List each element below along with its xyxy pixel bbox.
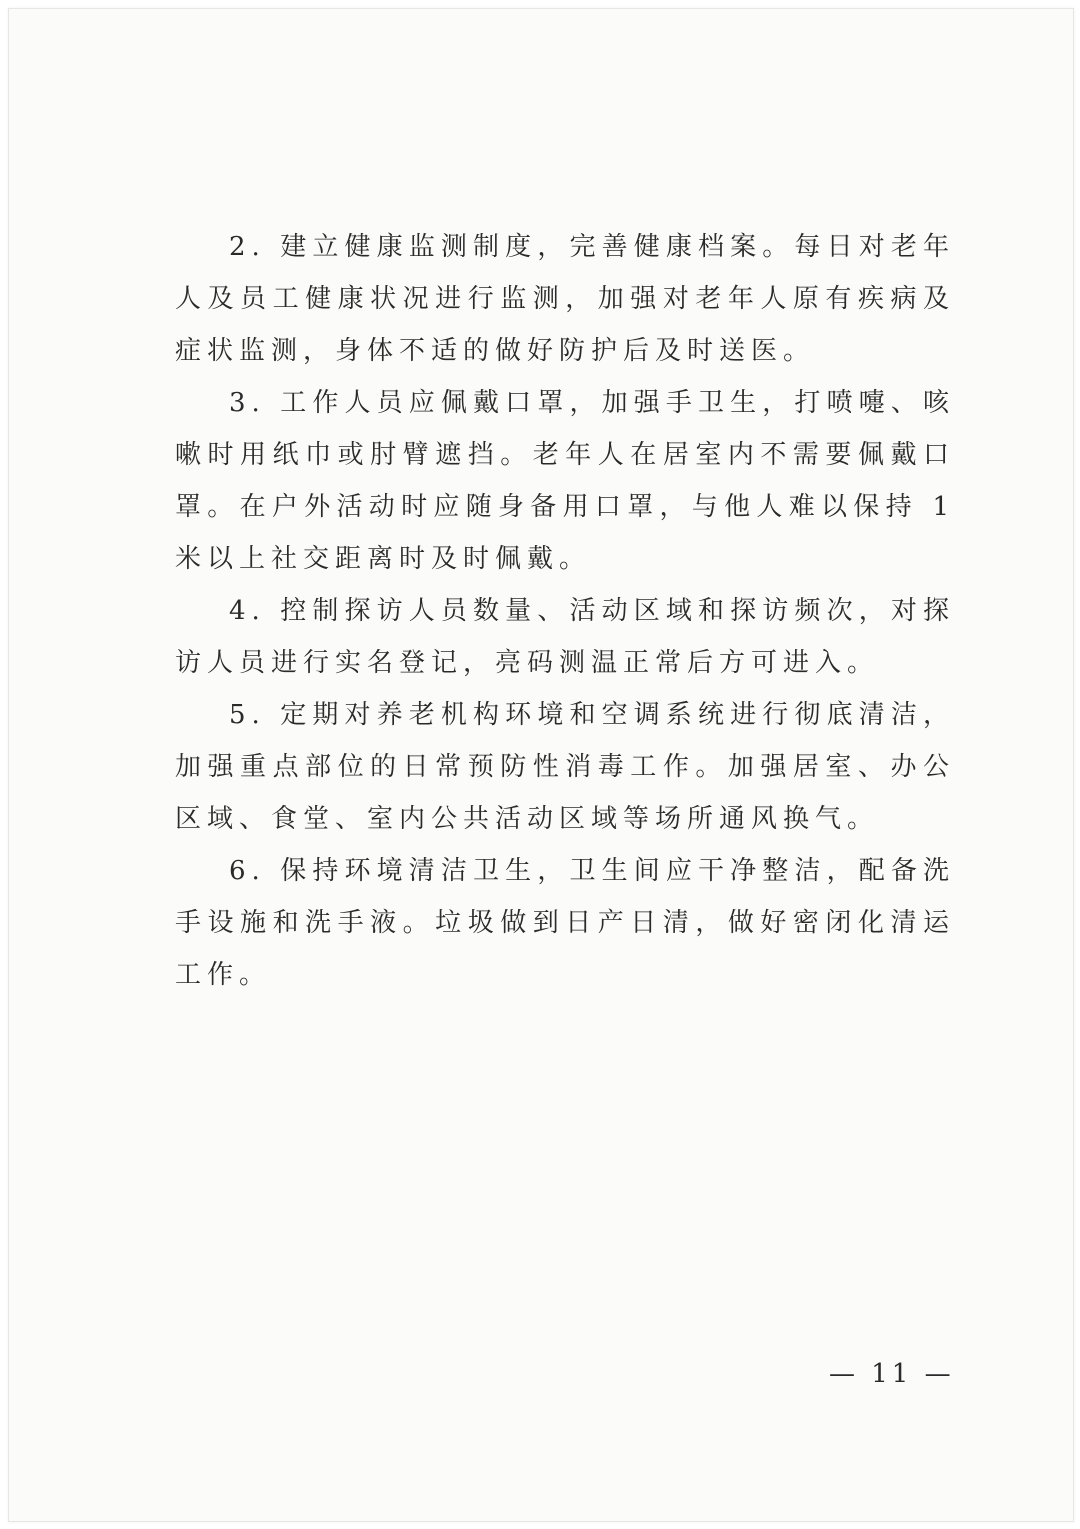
scanned-page (8, 8, 1074, 1522)
paragraph-6: 6. 保持环境清洁卫生，卫生间应干净整洁，配备洗手设施和洗手液。垃圾做到日产日清，做好密闭化清运工作。 (175, 856, 955, 990)
paragraph-5: 5. 定期对养老机构环境和空调系统进行彻底清洁，加强重点部位的日常预防性消毒工作。加强居室、办公区域、食堂、室内公共活动区域等场所通风换气。 (175, 700, 955, 834)
page-number: — 11 — (829, 1359, 955, 1389)
document-body (175, 221, 955, 1001)
paragraph-3: 3. 工作人员应佩戴口罩，加强手卫生，打喷嚏、咳嗽时用纸巾或肘臂遮挡。老年人在居室内不需要佩戴口罩。在户外活动时应随身备用口罩，与他人难以保持 1 米以上社交距离时及时佩戴。 (175, 388, 955, 574)
paragraph-2: 2. 建立健康监测制度，完善健康档案。每日对老年人及员工健康状况进行监测，加强对老年人原有疾病及症状监测，身体不适的做好防护后及时送医。 (175, 232, 955, 366)
paragraph-4: 4. 控制探访人员数量、活动区域和探访频次，对探访人员进行实名登记，亮码测温正常后方可进入。 (175, 596, 955, 678)
